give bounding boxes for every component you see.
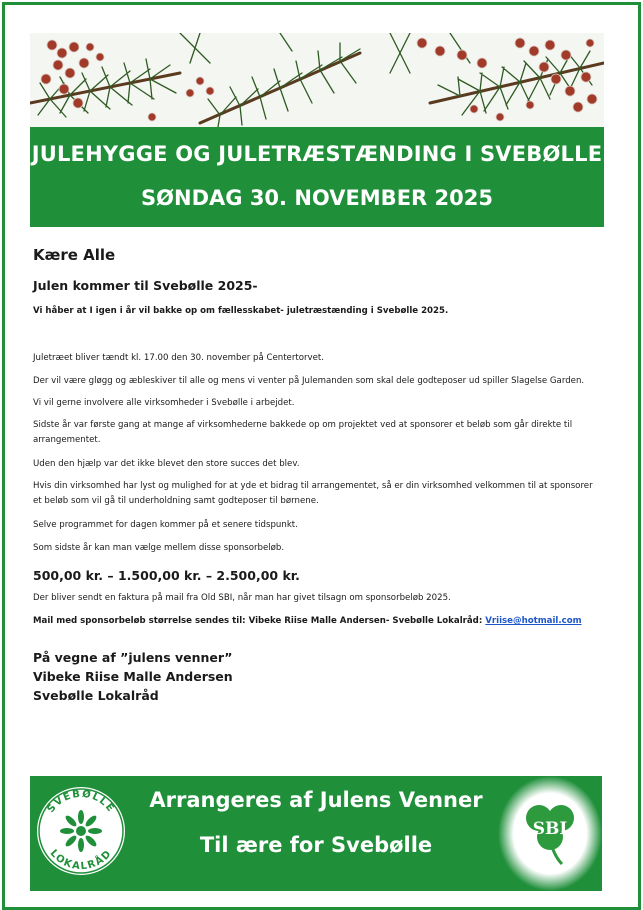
email-link[interactable]: Vriise@hotmail.com <box>485 616 582 626</box>
paragraph: Som sidste år kan man vælge mellem disse sponsorbeløb. <box>33 543 285 553</box>
mail-text: Mail med sponsorbeløb størrelse sendes til: Vibeke Riise Malle Andersen- Svebølle Lokalråd: <box>33 616 486 626</box>
paragraph: Selve programmet for dagen kommer på et senere tidspunkt. <box>33 520 298 530</box>
paragraph: Vi vil gerne involvere alle virksomheder i Svebølle i arbejdet. <box>33 398 295 408</box>
footer-line1: Arrangeres af Julens Venner <box>149 788 483 812</box>
footer-box <box>30 776 602 891</box>
event-title: JULEHYGGE OG JULETRÆSTÆNDING I SVEBØLLE <box>31 142 603 166</box>
invoice-note: Der bliver sendt en faktura på mail fra Old SBI, når man har givet tilsagn om sponsorbeløb 2025. <box>33 593 451 603</box>
mail-instruction <box>33 616 582 626</box>
paragraph: Sidste år var første gang at mange af virksomhederne bakkede op om projektet ved at sponsorer et beløb som går direkte til arrangementet. <box>33 420 573 445</box>
footer-line2: Til ære for Svebølle <box>199 833 433 857</box>
signature-line: Vibeke Riise Malle Andersen <box>33 669 233 684</box>
signature-line: Svebølle Lokalråd <box>33 688 159 703</box>
paragraph: Juletræet bliver tændt kl. 17.00 den 30. november på Centertorvet. <box>33 353 325 363</box>
sponsor-amounts: 500,00 kr. – 1.500,00 kr. – 2.500,00 kr. <box>33 568 300 583</box>
title-box <box>30 127 604 227</box>
sbi-logo <box>498 776 602 891</box>
subheading: Julen kommer til Svebølle 2025- <box>33 278 258 293</box>
paragraph: Hvis din virksomhed har lyst og mulighed for at yde et bidrag til arrangementet, så er din virksomhed velkommen til at sponsorer et beløb som vil gå til underholdning samt godteposer til børnene. <box>33 481 593 506</box>
event-date: SØNDAG 30. NOVEMBER 2025 <box>141 186 493 210</box>
logo-text-bottom: LOKALRÅD <box>47 847 115 873</box>
logo-text-top: SVEBØLLE <box>45 788 117 816</box>
paragraph: Der vil være gløgg og æbleskiver til alle og mens vi venter på Julemanden som skal dele godteposer ud spiller Slagelse Garden. <box>33 376 585 386</box>
paragraph: Uden den hjælp var det ikke blevet den store succes det blev. <box>33 459 300 469</box>
fir-branches-illustration <box>30 33 604 127</box>
sbi-logo-text: SBI <box>532 819 568 839</box>
christmas-banner-image <box>30 33 604 127</box>
signature-line: På vegne af ”julens venner” <box>33 650 233 665</box>
greeting: Kære Alle <box>33 246 116 264</box>
intro-text: Vi håber at I igen i år vil bakke op om fællesskabet- juletræstænding i Svebølle 2025. <box>33 306 449 316</box>
